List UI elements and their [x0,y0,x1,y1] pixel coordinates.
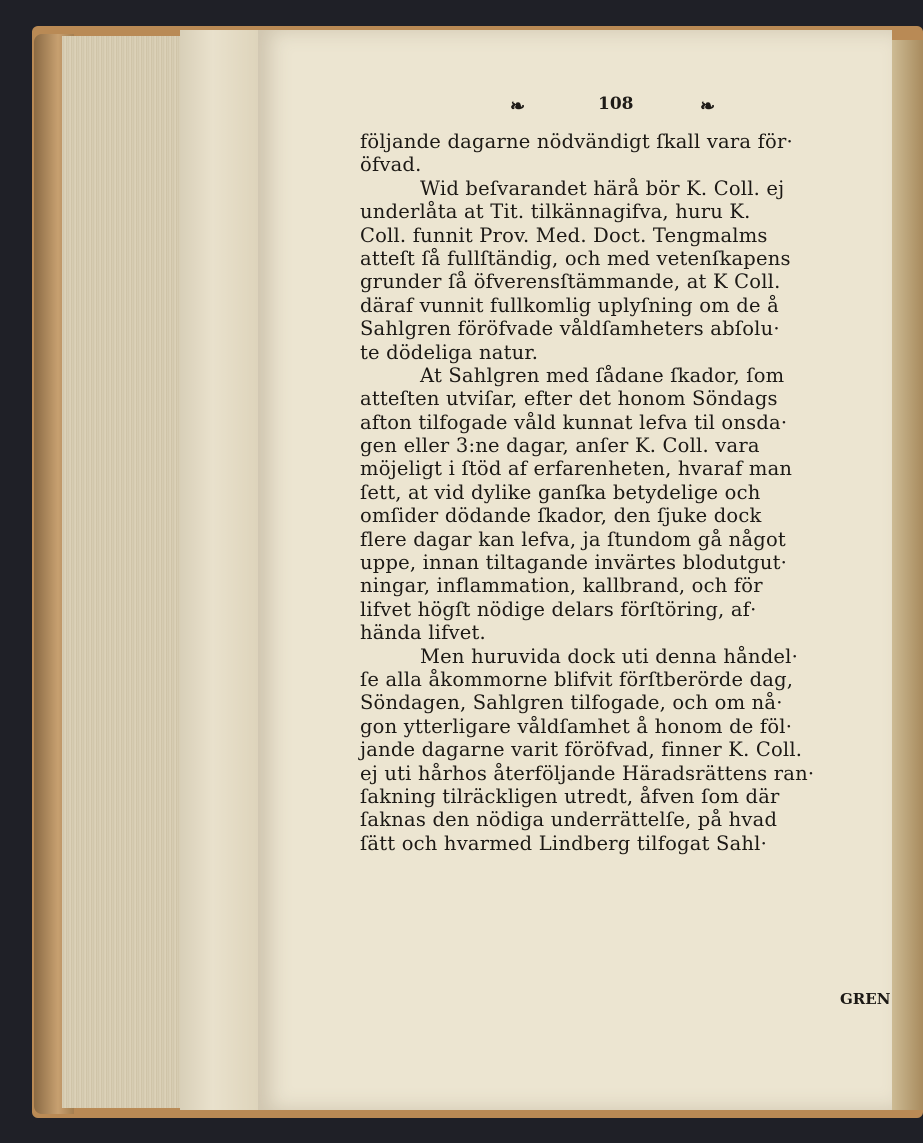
text-line: Coll. funnit Prov. Med. Doct. Tengmalms [360,223,768,247]
text-line: ſaknas den nödiga underrättelſe, på hvad [360,808,778,832]
text-line: öfvad. [360,153,422,177]
text-line: Wid beſvarandet härå bör K. Coll. ej [420,176,785,200]
text-line: gen eller 3:ne dagar, anſer K. Coll. vara [360,434,760,458]
page-number: 108 [598,94,634,114]
text-line: ſakning tilräckligen utredt, åfven ſom där [360,784,780,808]
text-line: Söndagen, Sahlgren tilfogade, och om nå· [360,691,783,715]
text-line: uppe, innan tiltagande invärtes blodutgut· [360,551,788,575]
page-edge-right [892,40,923,1110]
text-line: underlåta at Tit. tilkännagifva, huru K. [360,200,751,224]
text-line: atteſten utviſar, efter det honom Söndags [360,387,778,411]
text-line: gon ytterligare våldſamhet å honom de föl· [360,714,793,738]
catchword: GREN [840,990,891,1008]
text-line: ſett, at vid dylike ganſka betydelige och [360,480,761,504]
text-line: ſätt och hvarmed Lindberg tilfogat Sahl· [360,831,768,855]
text-line: grunder ſå öfverensſtämmande, at K Coll. [360,270,781,294]
text-line: At Sahlgren med ſådane ſkador, ſom [420,363,785,387]
text-line: jande dagarne varit föröfvad, finner K. Coll. [360,738,803,762]
text-line: omſider dödande ſkador, den ſjuke dock [360,504,762,528]
text-line: ſe alla åkommorne blifvit förſtberörde dag, [360,667,794,691]
text-line: följande dagarne nödvändigt ſkall vara för· [360,130,793,153]
page-edges [62,36,192,1108]
body-text [360,130,880,855]
text-line: hända lifvet. [360,621,486,645]
text-line: flere dagar kan lefva, ja ſtundom gå något [360,527,786,551]
text-line: atteſt ſå fullſtändig, och med vetenſkapens [360,246,791,270]
text-line: ningar, inflammation, kallbrand, och för [360,574,763,598]
ornament-left-icon: ❧ [510,96,526,117]
page-header [510,92,750,122]
text-line: möjeligt i ſtöd af erfarenheten, hvaraf man [360,457,793,481]
text-line: däraf vunnit fullkomlig uplyſning om de å [360,293,779,317]
text-line: ej uti hårhos återföljande Häradsrättens ran· [360,761,815,785]
text-line: lifvet högſt nödige delars förſtöring, af· [360,597,757,621]
gutter [180,30,262,1110]
text-line: Sahlgren föröfvade våldſamheters abſolu· [360,317,780,341]
text-line: te dödeliga natur. [360,340,539,364]
ornament-right-icon: ❧ [700,96,716,117]
text-line: afton tilfogade våld kunnat lefva til onsda· [360,410,788,434]
text-line: Men huruvida dock uti denna håndel· [420,644,798,668]
